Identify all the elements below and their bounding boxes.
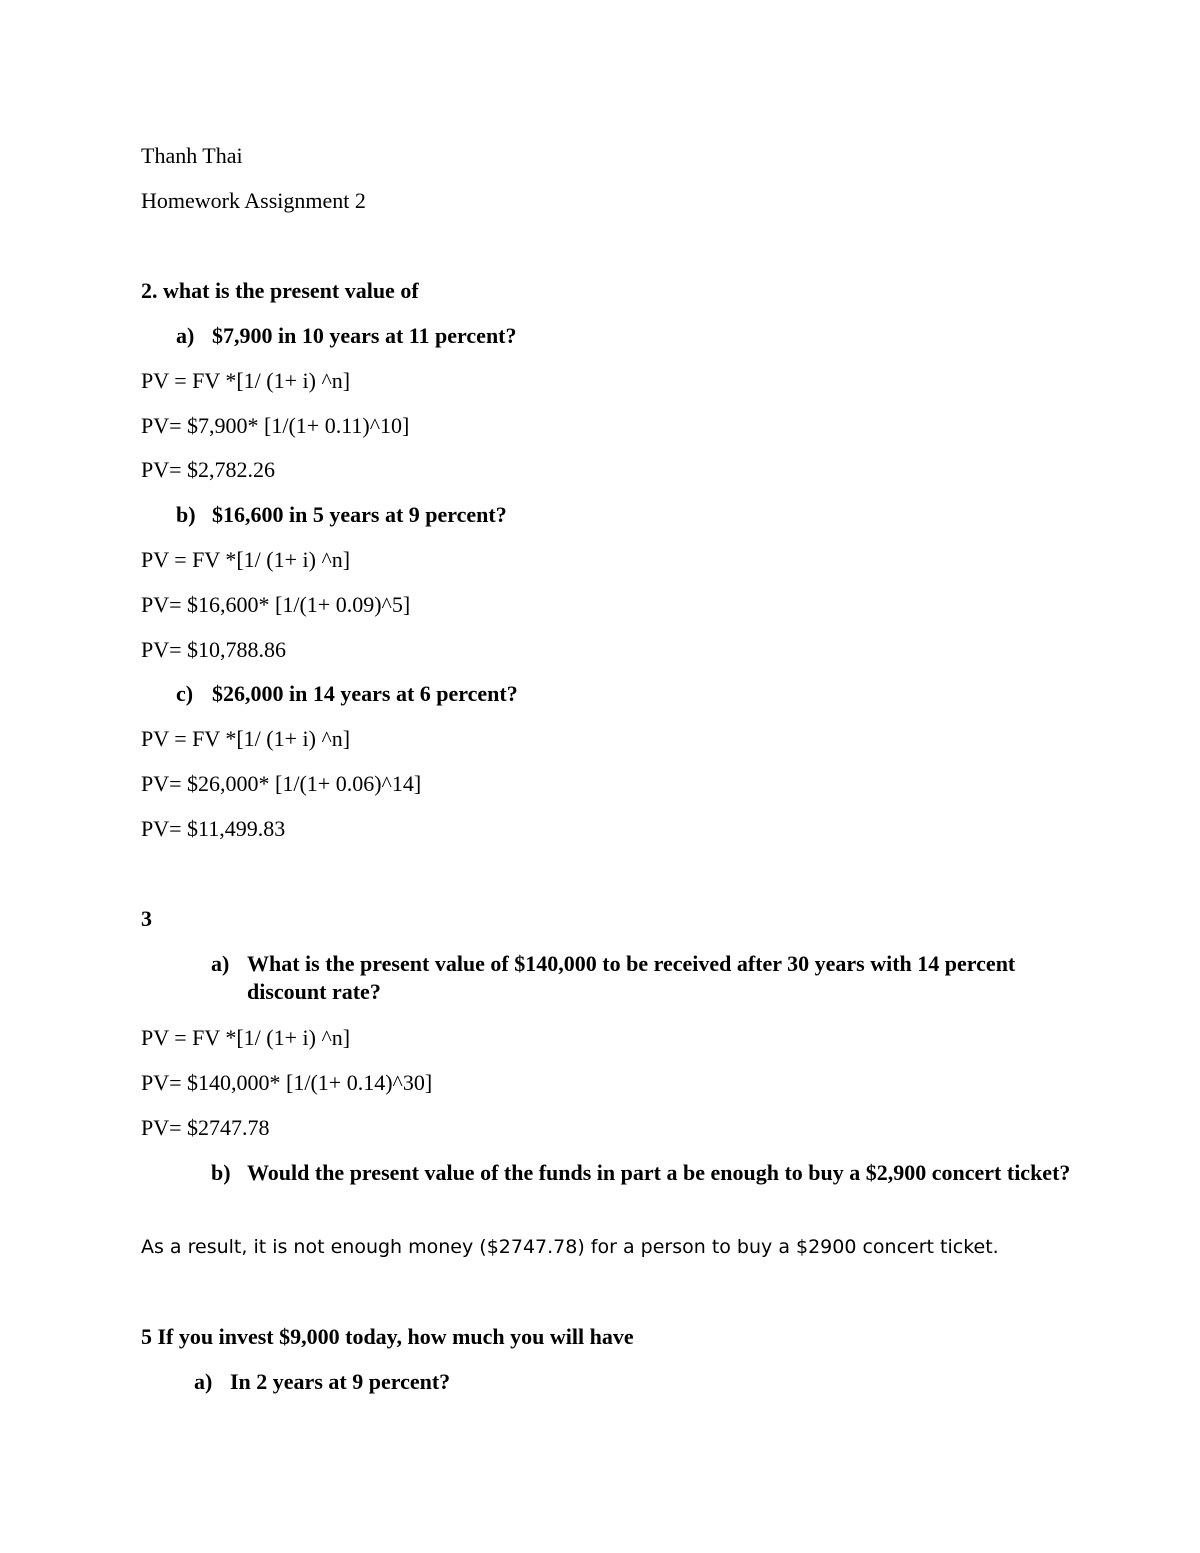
question-2-heading: 2. what is the present value of [141,278,419,303]
substitution-2a: PV= $7,900* [1/(1+ 0.11)^10] [141,413,410,438]
formula-2c: PV = FV *[1/ (1+ i) ^n] [141,726,351,751]
question-2a-text: $7,900 in 10 years at 11 percent? [212,323,517,348]
question-3b-label: b) [211,1160,231,1185]
author-name: Thanh Thai [141,143,243,168]
result-2a: PV= $2,782.26 [141,457,276,482]
question-3a [211,950,1071,1008]
question-3-heading: 3 [141,906,152,931]
question-5a-label: a) [194,1369,213,1394]
formula-3a: PV = FV *[1/ (1+ i) ^n] [141,1025,351,1050]
substitution-3a: PV= $140,000* [1/(1+ 0.14)^30] [141,1070,433,1095]
question-2a-label: a) [176,323,195,348]
substitution-2c: PV= $26,000* [1/(1+ 0.06)^14] [141,771,422,796]
substitution-2b: PV= $16,600* [1/(1+ 0.09)^5] [141,592,411,617]
question-2b-text: $16,600 in 5 years at 9 percent? [212,502,507,527]
question-2c-label: c) [176,681,194,706]
question-3b [211,1159,1071,1217]
formula-2b: PV = FV *[1/ (1+ i) ^n] [141,547,351,572]
question-2c-text: $26,000 in 14 years at 6 percent? [212,681,518,706]
question-3b-text: Would the present value of the funds in part a be enough to buy a $2,900 concert ticket? [247,1160,1071,1185]
document-title: Homework Assignment 2 [141,188,366,213]
question-3a-label: a) [211,951,230,976]
question-3a-text: What is the present value of $140,000 to be received after 30 years with 14 percent discount rate? [247,951,1016,1004]
answer-3b: As a result, it is not enough money ($2747.78) for a person to buy a $2900 concert ticket. [141,1236,999,1258]
question-5a-text: In 2 years at 9 percent? [230,1369,451,1394]
formula-2a: PV = FV *[1/ (1+ i) ^n] [141,368,351,393]
question-2b-label: b) [176,502,196,527]
result-2b: PV= $10,788.86 [141,637,287,662]
result-3a: PV= $2747.78 [141,1115,270,1140]
question-5-heading: 5 If you invest $9,000 today, how much you will have [141,1324,634,1349]
result-2c: PV= $11,499.83 [141,816,286,841]
